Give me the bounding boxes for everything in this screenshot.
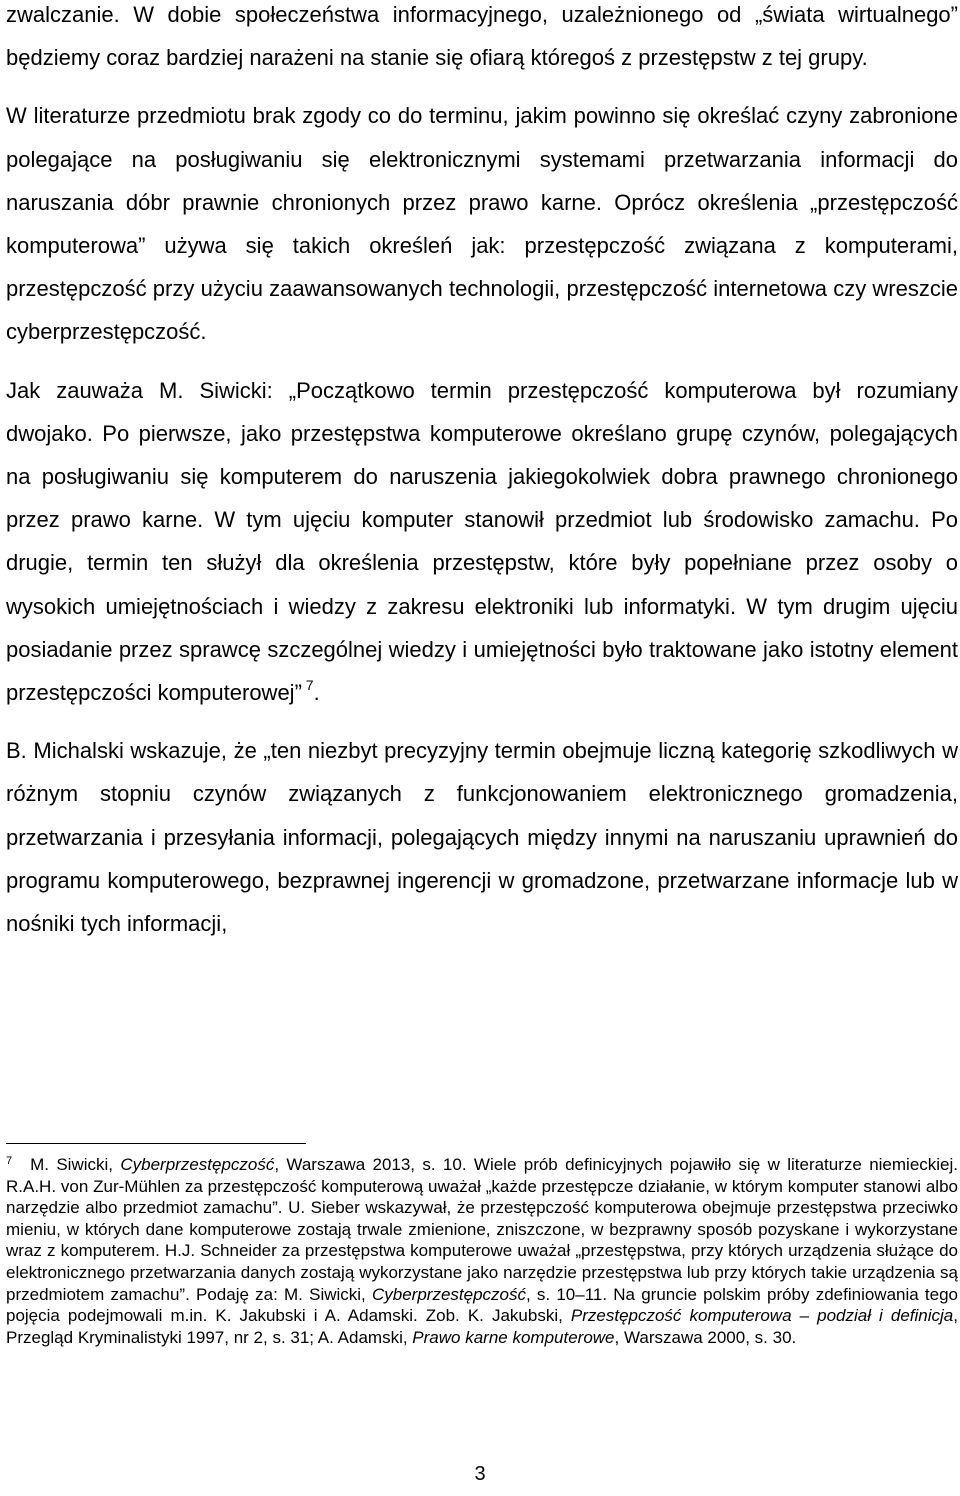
- footnote-number: 7: [6, 1155, 13, 1167]
- paragraph-3-end: .: [313, 680, 320, 706]
- footnote-title-3: Przestępczość komputerowa – podział i definicja: [570, 1306, 954, 1326]
- footnote-reference[interactable]: 7: [305, 677, 314, 694]
- footnote-title-2: Cyberprzestępczość: [371, 1284, 526, 1304]
- footnote-text-3: , s. 10–11. Na gruncie polskim próby zdefiniowania tego pojęcia podejmowali m.in. K. Jakubski i A. Adamski. Zob. K. Jakubski,: [6, 1284, 959, 1326]
- body-text: [6, 0, 958, 945]
- footnote-separator: [6, 1143, 306, 1144]
- footnote-title-4: Prawo karne komputerowe: [412, 1327, 615, 1347]
- page-number: 3: [474, 1463, 486, 1485]
- footnote-text-1: M. Siwicki,: [30, 1155, 121, 1174]
- footnote-title-1: Cyberprzestępczość: [120, 1155, 275, 1174]
- paragraph-3: [6, 369, 958, 715]
- paragraph-1: zwalczanie. W dobie społeczeństwa informacyjnego, uzależnionego od „świata wirtualnego” będziemy coraz bardziej narażeni na stanie się ofiarą któregoś z przestępstw z tej grupy.: [6, 2, 958, 71]
- footnote-text-2: , Warszawa 2013, s. 10. Wiele prób definicyjnych pojawiło się w literaturze niemieckiej. R.A.H. von Zur-Mühlen za przestępczość komputerową uważał „każde przestępcze działanie, w którym komputer stanowi albo narzędzie albo przedmiot zamachu”. U. Sieber wskazywał, że przestępczość komputerowa obejmuje przestępstwa przeciwko mieniu, w których dane komputerowe zostają trwale zmienione, zniszczone, w bezprawny sposób pozyskane i wykorzystane wraz z komputerem. H.J. Schneider za przestępstwa komputerowe uważał „przestępstwa, przy których urządzenia służące do elektronicznego przetwarzania danych zostają wykorzystane jako narzędzie przestępstwa lub przy których takie urządzenia są przedmiotem zamachu”. Podaję za: M. Siwicki,: [6, 1155, 958, 1304]
- paragraph-2: W literaturze przedmiotu brak zgody co do terminu, jakim powinno się określać czyny zabronione polegające na posługiwaniu się elektronicznymi systemami przetwarzania informacji do naruszania dóbr prawnie chronionych przez prawo karne. Oprócz określenia „przestępczość komputerowa” używa się takich określeń jak: przestępczość związana z komputerami, przestępczość przy użyciu zaawansowanych technologii, przestępczość internetowa czy wreszcie cyberprzestępczość.: [6, 103, 958, 345]
- footnote: [6, 1151, 958, 1348]
- footnote-text-4: , Przegląd Kryminalistyki 1997, nr 2, s. 31; A. Adamski,: [6, 1306, 958, 1347]
- paragraph-4: B. Michalski wskazuje, że „ten niezbyt precyzyjny termin obejmuje liczną kategorię szkodliwych w różnym stopniu czynów związanych z funkcjonowaniem elektronicznego gromadzenia, przetwarzania i przesyłania informacji, polegających między innymi na naruszaniu uprawnień do programu komputerowego, bezprawnej ingerencji w gromadzone, przetwarzane informacje lub w nośniki tych informacji,: [6, 738, 958, 937]
- paragraph-3-text: Jak zauważa M. Siwicki: „Początkowo termin przestępczość komputerowa był rozumiany dwojako. Po pierwsze, jako przestępstwa komputerowe określano grupę czynów, polegających na posługiwaniu się komputerem do naruszenia jakiegokolwiek dobra prawnego chronionego przez prawo karne. W tym ujęciu komputer stanowił przedmiot lub środowisko zamachu. Po drugie, termin ten służył dla określenia przestępstw, które były popełniane przez osoby o wysokich umiejętnościach i wiedzy z zakresu elektroniki lub informatyki. W tym drugim ujęciu posiadanie przez sprawcę szczególnej wiedzy i umiejętności było traktowane jako istotny element przestępczości komputerowej”: [6, 377, 958, 706]
- footnote-text-5: , Warszawa 2000, s. 30.: [614, 1327, 797, 1347]
